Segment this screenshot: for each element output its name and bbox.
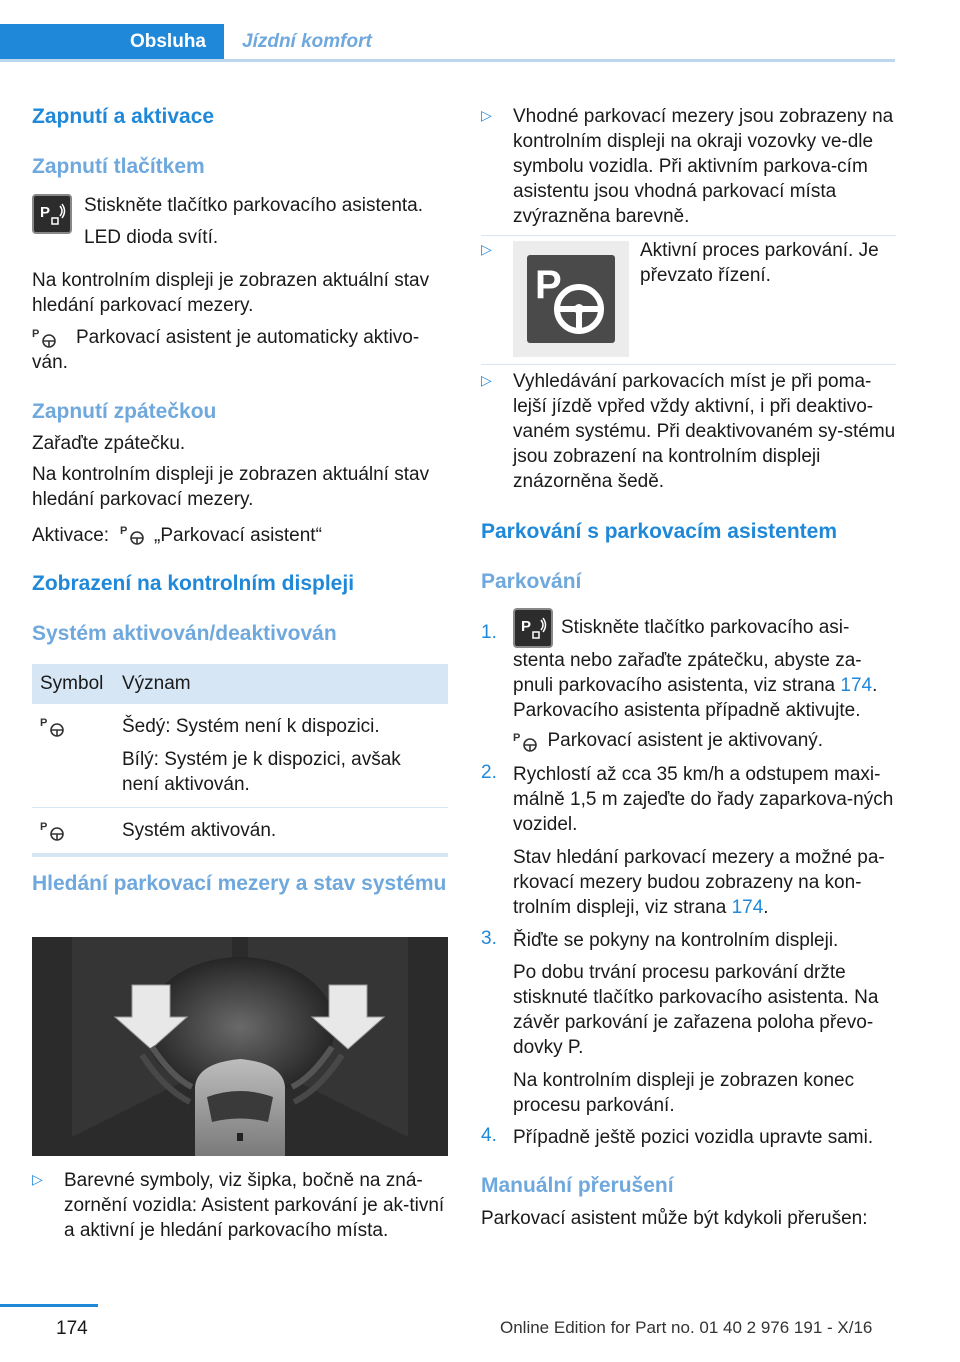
table-row — [32, 808, 448, 856]
triangle-bullet-icon: ▷ — [481, 107, 492, 123]
text-led: LED dioda svítí. — [84, 227, 219, 248]
svg-text:P: P — [40, 820, 48, 833]
step-text: Případně ještě pozici vozidla upravte sami. — [513, 1127, 874, 1148]
svg-text:P: P — [513, 731, 521, 744]
step-number: 3. — [481, 928, 497, 949]
bullet-vyhledavani — [481, 369, 896, 494]
tab-obsluha[interactable]: Obsluha — [0, 24, 224, 60]
step-3-sub-1: Po dobu trvání procesu parkování držte stisknuté tlačítko parkovacího asistenta. Na závěr parkování je zařazena poloha převo-dovky P. — [513, 962, 879, 1058]
heading-parkovani-s: Parkování s parkovacím asistentem — [481, 520, 838, 543]
triangle-bullet-icon: ▷ — [32, 1171, 43, 1187]
step-number: 2. — [481, 762, 497, 783]
step1-text: Stiskněte tlačítko parkovacího asi-stenta nebo zařaďte zpátečku, abyste za-pnuli parkovacího asistenta, viz strana — [513, 617, 862, 696]
heading-manualni: Manuální přerušení — [481, 1174, 674, 1197]
header-divider — [0, 59, 895, 62]
page-header — [0, 0, 960, 62]
step-number: 4. — [481, 1125, 497, 1146]
parking-steer-icon — [40, 819, 70, 843]
step-3 — [481, 928, 896, 953]
text-aktivace-label: Aktivace: — [32, 525, 110, 546]
parking-button-icon — [32, 194, 72, 234]
heading-parkovani: Parkování — [481, 570, 582, 593]
heading-zapnuti-aktivace: Zapnutí a aktivace — [32, 105, 215, 128]
parking-button-icon — [513, 608, 553, 648]
step-number: 1. — [481, 622, 497, 643]
step-1 — [481, 608, 896, 723]
step-text — [513, 608, 896, 723]
bullet-text: Aktivní proces parkování. Je převzato řízení. — [640, 240, 879, 286]
step-2 — [481, 762, 896, 837]
step-text: Rychlostí až cca 35 km/h a odstupem maxi-málně 1,5 m zajeďte do řady zaparkova-ných vozidel. — [513, 764, 894, 835]
text-zaradte: Zařaďte zpátečku. — [32, 433, 186, 454]
online-edition-text: Online Edition for Part no. 01 40 2 976 191 - X/16 — [500, 1318, 873, 1337]
separator — [481, 364, 896, 365]
step2-sub-text: Stav hledání parkovací mezery a možné pa-rkovací mezery budou zobrazeny na kon-trolním displeji, viz strana — [513, 847, 885, 918]
step-text: Řiďte se pokyny na kontrolním displeji. — [513, 930, 839, 951]
parking-steer-large-icon — [513, 241, 629, 357]
step-2-sub — [513, 845, 896, 920]
heading-zapnuti-tlacitkem: Zapnutí tlačítkem — [32, 155, 205, 178]
heading-hledani: Hledání parkovací mezery a stav systému — [32, 872, 447, 895]
table-cell-symbol — [32, 808, 114, 856]
heading-zapnuti-zpateckou: Zapnutí zpátečkou — [32, 400, 217, 423]
step1-tail: . Parkovacího asistenta případně aktivujte. — [513, 675, 878, 721]
bullet-aktivni — [481, 238, 896, 357]
bullet-text: Vhodné parkovací mezery jsou zobrazeny na kontrolním displeji na okraji vozovky ve-dle symbolu vozidla. Při aktivním parkova-cím asistentu jsou vhodná parkovací místa zvýrazněna barevně. — [513, 106, 894, 227]
meaning-sedy: Šedý: Systém není k dispozici. — [122, 716, 380, 737]
text-manualni: Parkovací asistent může být kdykoli přerušen: — [481, 1208, 868, 1229]
separator — [481, 235, 896, 236]
table-cell-symbol — [32, 704, 114, 808]
bullet-vhodne — [481, 104, 896, 229]
text-kontrolnim-2: Na kontrolním displeji je zobrazen aktuální stav hledání parkovací mezery. — [32, 464, 430, 510]
table-cell-meaning — [114, 704, 448, 808]
svg-text:P: P — [120, 525, 128, 537]
step-1-sub — [513, 728, 896, 754]
text-kontrolnim-1: Na kontrolním displeji je zobrazen aktuální stav hledání parkovací mezery. — [32, 270, 430, 316]
step-4 — [481, 1125, 896, 1150]
table-header-symbol: Symbol — [32, 664, 114, 704]
table-row — [32, 704, 448, 808]
text-automaticky: Parkovací asistent je automaticky aktivo-ván. — [32, 327, 420, 373]
bullet-barevne — [32, 1168, 448, 1243]
text-stisknete: Stiskněte tlačítko parkovacího asistenta. — [84, 195, 424, 216]
table-header-vyznam: Význam — [114, 664, 448, 704]
parking-search-illustration — [32, 937, 448, 1156]
triangle-bullet-icon: ▷ — [481, 241, 492, 257]
footer-divider — [0, 1304, 98, 1307]
tab-jizdni-komfort[interactable]: Jízdní komfort — [242, 31, 372, 52]
step-1-sub-text: Parkovací asistent je aktivovaný. — [547, 730, 824, 751]
symbol-table — [32, 664, 448, 857]
heading-system: Systém aktivován/deaktivován — [32, 622, 337, 645]
triangle-bullet-icon: ▷ — [481, 372, 492, 388]
svg-text:P: P — [40, 716, 48, 729]
parking-steer-icon — [40, 715, 70, 739]
svg-text:P: P — [40, 204, 51, 221]
page-link-174[interactable]: 174 — [840, 675, 873, 696]
text-aktivace-value: „Parkovací asistent“ — [154, 525, 322, 546]
heading-zobrazeni: Zobrazení na kontrolním displeji — [32, 572, 355, 595]
table-cell-meaning: Systém aktivován. — [114, 808, 448, 856]
meaning-bily: Bílý: Systém je k dispozici, avšak není aktivován. — [122, 749, 401, 795]
svg-text:P: P — [32, 328, 40, 340]
parking-steer-icon — [513, 730, 543, 754]
parking-steer-symbol-aktivace — [120, 523, 150, 547]
page-number: 174 — [56, 1318, 88, 1339]
page-link-174[interactable]: 174 — [731, 897, 764, 918]
svg-text:P: P — [521, 618, 532, 635]
bullet-text: Barevné symboly, viz šipka, bočně na zná-zornění vozidla: Asistent parkování je ak-tivní a aktivní je hledání parkovacího místa. — [64, 1170, 445, 1241]
step2-tail: . — [763, 897, 769, 918]
bullet-text: Vyhledávání parkovacích míst je při poma-lejší jízdě vpřed vždy aktivní, i při deaktivo-vaném systému. Při deaktivovaném sy-stému jsou zobrazení na kontrolním displeji znázorněna šedě. — [513, 371, 896, 492]
step-3-sub-2: Na kontrolním displeji je zobrazen konec procesu parkování. — [513, 1070, 855, 1116]
svg-text:P: P — [535, 263, 562, 307]
